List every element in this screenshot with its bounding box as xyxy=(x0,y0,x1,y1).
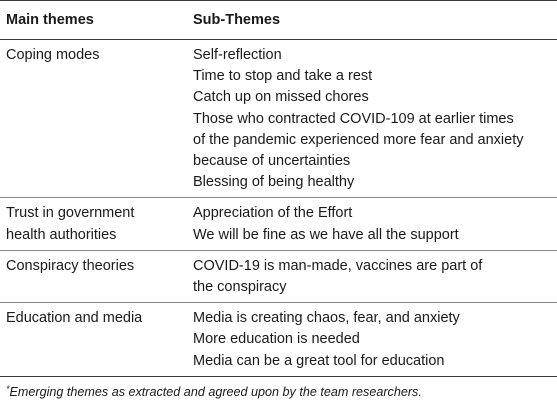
sub-theme-text: Self-reflection xyxy=(193,47,282,63)
table-bottom-rule xyxy=(0,376,557,377)
main-theme-text: health authorities xyxy=(6,226,117,243)
table-row xyxy=(0,303,557,376)
sub-theme-text: Media is creating chaos, fear, and anxiety xyxy=(193,310,460,327)
sub-theme-text: of the pandemic experienced more fear and anxiety xyxy=(193,131,524,148)
main-theme-cell xyxy=(0,303,193,376)
main-theme-text: Conspiracy theories xyxy=(6,257,135,274)
sub-theme-text: COVID-19 is man-made, vaccines are part of xyxy=(193,257,483,274)
main-theme-cell xyxy=(0,40,193,197)
table-footnote xyxy=(6,384,422,399)
footnote-marker: * xyxy=(6,384,10,394)
sub-theme-text: because of uncertainties xyxy=(193,153,351,170)
sub-theme-text: the conspiracy xyxy=(193,279,287,296)
sub-theme-text: Appreciation of the Effort xyxy=(193,205,353,222)
sub-themes-cell xyxy=(193,251,557,302)
footnote-text: Emerging themes as extracted and agreed upon by the team researchers. xyxy=(9,385,422,399)
table-row xyxy=(0,198,557,249)
table-row xyxy=(0,251,557,302)
header-main-themes: Main themes xyxy=(6,12,94,28)
main-theme-cell xyxy=(0,251,193,302)
header-sub-themes: Sub-Themes xyxy=(193,12,281,28)
main-theme-text: Trust in government xyxy=(6,205,135,222)
main-theme-text: Coping modes xyxy=(6,47,100,63)
sub-theme-text: Catch up on missed chores xyxy=(193,89,369,106)
sub-theme-text: Those who contracted COVID-109 at earlier times xyxy=(193,110,514,127)
sub-themes-cell xyxy=(193,40,557,197)
main-theme-text: Education and media xyxy=(6,310,143,327)
sub-themes-cell xyxy=(193,303,557,376)
sub-theme-text: Media can be a great tool for education xyxy=(193,352,445,369)
table-row xyxy=(0,40,557,197)
sub-theme-text: Time to stop and take a rest xyxy=(193,68,373,85)
sub-theme-text: We will be fine as we have all the support xyxy=(193,226,459,243)
sub-theme-text: More education is needed xyxy=(193,331,360,348)
main-theme-cell xyxy=(0,198,193,249)
table-header-row xyxy=(0,1,557,39)
sub-theme-text: Blessing of being healthy xyxy=(193,174,355,191)
sub-themes-cell xyxy=(193,198,557,249)
